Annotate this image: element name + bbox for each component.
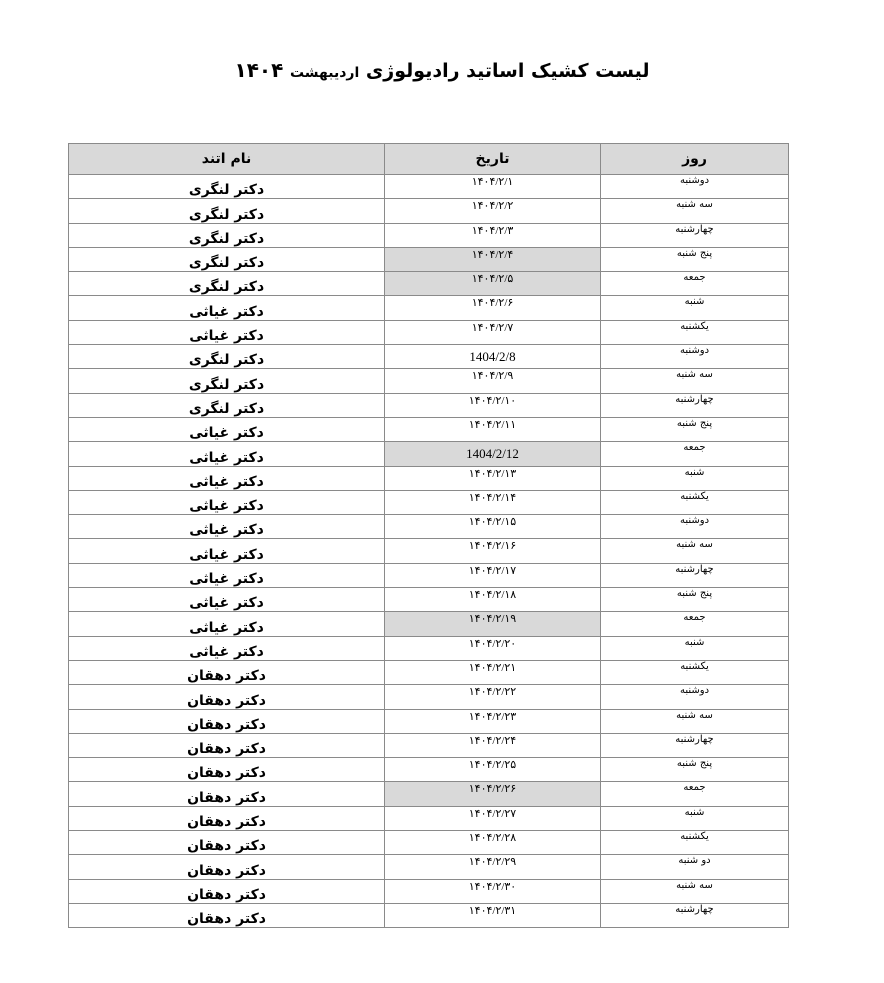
date-cell: 1404/2/8 xyxy=(385,345,601,369)
date-cell: ۱۴۰۴/۲/۱۵ xyxy=(385,515,601,539)
on-call-roster-table xyxy=(68,143,789,928)
attending-name-cell: دکتر دهقان xyxy=(69,782,385,806)
table-row xyxy=(69,490,789,514)
table-row xyxy=(69,879,789,903)
table-row xyxy=(69,685,789,709)
date-cell: ۱۴۰۴/۲/۴ xyxy=(385,247,601,271)
day-cell: جمعه xyxy=(601,442,789,466)
header-day: روز xyxy=(601,144,789,175)
day-cell: شنبه xyxy=(601,296,789,320)
attending-name-cell: دکتر لنگری xyxy=(69,223,385,247)
day-cell: شنبه xyxy=(601,466,789,490)
table-row xyxy=(69,296,789,320)
attending-name-cell: دکتر غیاثی xyxy=(69,490,385,514)
date-cell: ۱۴۰۴/۲/۷ xyxy=(385,320,601,344)
attending-name-cell: دکتر غیاثی xyxy=(69,296,385,320)
header-date: تاریخ xyxy=(385,144,601,175)
day-cell: پنج شنبه xyxy=(601,588,789,612)
attending-name-cell: دکتر دهقان xyxy=(69,879,385,903)
date-cell: ۱۴۰۴/۲/۲۶ xyxy=(385,782,601,806)
date-cell: ۱۴۰۴/۲/۲۹ xyxy=(385,855,601,879)
table-row xyxy=(69,831,789,855)
attending-name-cell: دکتر غیاثی xyxy=(69,466,385,490)
day-cell: چهارشنبه xyxy=(601,733,789,757)
header-attending-name: نام اتند xyxy=(69,144,385,175)
attending-name-cell: دکتر لنگری xyxy=(69,272,385,296)
day-cell: دوشنبه xyxy=(601,345,789,369)
table-row xyxy=(69,733,789,757)
date-cell: ۱۴۰۴/۲/۱۹ xyxy=(385,612,601,636)
date-cell: ۱۴۰۴/۲/۲۸ xyxy=(385,831,601,855)
attending-name-cell: دکتر غیاثی xyxy=(69,320,385,344)
day-cell: سه شنبه xyxy=(601,199,789,223)
table-row xyxy=(69,903,789,927)
attending-name-cell: دکتر غیاثی xyxy=(69,588,385,612)
attending-name-cell: دکتر لنگری xyxy=(69,345,385,369)
date-cell: ۱۴۰۴/۲/۳ xyxy=(385,223,601,247)
attending-name-cell: دکتر غیاثی xyxy=(69,539,385,563)
day-cell: چهارشنبه xyxy=(601,563,789,587)
attending-name-cell: دکتر غیاثی xyxy=(69,442,385,466)
table-row xyxy=(69,515,789,539)
date-cell: ۱۴۰۴/۲/۱۶ xyxy=(385,539,601,563)
title-year: ۱۴۰۴ xyxy=(234,58,284,82)
day-cell: چهارشنبه xyxy=(601,903,789,927)
day-cell: یکشنبه xyxy=(601,660,789,684)
date-cell: ۱۴۰۴/۲/۳۱ xyxy=(385,903,601,927)
table-row xyxy=(69,247,789,271)
table-row xyxy=(69,442,789,466)
date-cell: ۱۴۰۴/۲/۲۱ xyxy=(385,660,601,684)
date-cell: ۱۴۰۴/۲/۲۳ xyxy=(385,709,601,733)
table-row xyxy=(69,709,789,733)
title-main: لیست کشیک اساتید رادیولوژی xyxy=(365,60,650,82)
attending-name-cell: دکتر غیاثی xyxy=(69,515,385,539)
date-cell: ۱۴۰۴/۲/۱۸ xyxy=(385,588,601,612)
date-cell: ۱۴۰۴/۲/۱ xyxy=(385,175,601,199)
day-cell: پنج شنبه xyxy=(601,247,789,271)
table-header-row xyxy=(69,144,789,175)
day-cell: سه شنبه xyxy=(601,879,789,903)
attending-name-cell: دکتر دهقان xyxy=(69,660,385,684)
date-cell: ۱۴۰۴/۲/۶ xyxy=(385,296,601,320)
date-cell: ۱۴۰۴/۲/۹ xyxy=(385,369,601,393)
date-cell: ۱۴۰۴/۲/۱۱ xyxy=(385,417,601,441)
day-cell: یکشنبه xyxy=(601,490,789,514)
attending-name-cell: دکتر لنگری xyxy=(69,369,385,393)
page-title xyxy=(0,58,884,82)
date-cell: ۱۴۰۴/۲/۲۷ xyxy=(385,806,601,830)
date-cell: ۱۴۰۴/۲/۱۷ xyxy=(385,563,601,587)
table-row xyxy=(69,758,789,782)
attending-name-cell: دکتر دهقان xyxy=(69,806,385,830)
table-body xyxy=(69,175,789,928)
table-row xyxy=(69,466,789,490)
date-cell: ۱۴۰۴/۲/۱۴ xyxy=(385,490,601,514)
table-row xyxy=(69,806,789,830)
attending-name-cell: دکتر دهقان xyxy=(69,733,385,757)
table-row xyxy=(69,539,789,563)
day-cell: پنج شنبه xyxy=(601,758,789,782)
day-cell: دوشنبه xyxy=(601,175,789,199)
title-month: اردیبهشت xyxy=(289,65,360,81)
day-cell: پنج شنبه xyxy=(601,417,789,441)
day-cell: دوشنبه xyxy=(601,685,789,709)
attending-name-cell: دکتر دهقان xyxy=(69,831,385,855)
day-cell: جمعه xyxy=(601,782,789,806)
day-cell: سه شنبه xyxy=(601,369,789,393)
date-cell: ۱۴۰۴/۲/۱۳ xyxy=(385,466,601,490)
table-row xyxy=(69,660,789,684)
table-row xyxy=(69,417,789,441)
attending-name-cell: دکتر غیاثی xyxy=(69,563,385,587)
day-cell: یکشنبه xyxy=(601,320,789,344)
attending-name-cell: دکتر دهقان xyxy=(69,903,385,927)
table-row xyxy=(69,369,789,393)
table-row xyxy=(69,223,789,247)
attending-name-cell: دکتر دهقان xyxy=(69,685,385,709)
table-row xyxy=(69,175,789,199)
date-cell: ۱۴۰۴/۲/۲ xyxy=(385,199,601,223)
table-row xyxy=(69,782,789,806)
attending-name-cell: دکتر غیاثی xyxy=(69,636,385,660)
table-row xyxy=(69,636,789,660)
attending-name-cell: دکتر دهقان xyxy=(69,855,385,879)
table-row xyxy=(69,320,789,344)
attending-name-cell: دکتر لنگری xyxy=(69,175,385,199)
attending-name-cell: دکتر غیاثی xyxy=(69,612,385,636)
day-cell: دو شنبه xyxy=(601,855,789,879)
day-cell: یکشنبه xyxy=(601,831,789,855)
date-cell: ۱۴۰۴/۲/۲۰ xyxy=(385,636,601,660)
day-cell: چهارشنبه xyxy=(601,223,789,247)
day-cell: شنبه xyxy=(601,636,789,660)
date-cell: 1404/2/12 xyxy=(385,442,601,466)
date-cell: ۱۴۰۴/۲/۱۰ xyxy=(385,393,601,417)
date-cell: ۱۴۰۴/۲/۳۰ xyxy=(385,879,601,903)
day-cell: سه شنبه xyxy=(601,709,789,733)
attending-name-cell: دکتر دهقان xyxy=(69,758,385,782)
date-cell: ۱۴۰۴/۲/۲۴ xyxy=(385,733,601,757)
day-cell: جمعه xyxy=(601,272,789,296)
attending-name-cell: دکتر دهقان xyxy=(69,709,385,733)
attending-name-cell: دکتر لنگری xyxy=(69,247,385,271)
day-cell: جمعه xyxy=(601,612,789,636)
table-row xyxy=(69,393,789,417)
attending-name-cell: دکتر لنگری xyxy=(69,393,385,417)
day-cell: سه شنبه xyxy=(601,539,789,563)
table-row xyxy=(69,588,789,612)
date-cell: ۱۴۰۴/۲/۵ xyxy=(385,272,601,296)
table-row xyxy=(69,563,789,587)
attending-name-cell: دکتر غیاثی xyxy=(69,417,385,441)
day-cell: چهارشنبه xyxy=(601,393,789,417)
date-cell: ۱۴۰۴/۲/۲۲ xyxy=(385,685,601,709)
table-row xyxy=(69,855,789,879)
day-cell: شنبه xyxy=(601,806,789,830)
table-row xyxy=(69,612,789,636)
table-row xyxy=(69,199,789,223)
date-cell: ۱۴۰۴/۲/۲۵ xyxy=(385,758,601,782)
day-cell: دوشنبه xyxy=(601,515,789,539)
attending-name-cell: دکتر لنگری xyxy=(69,199,385,223)
table-row xyxy=(69,272,789,296)
table-row xyxy=(69,345,789,369)
